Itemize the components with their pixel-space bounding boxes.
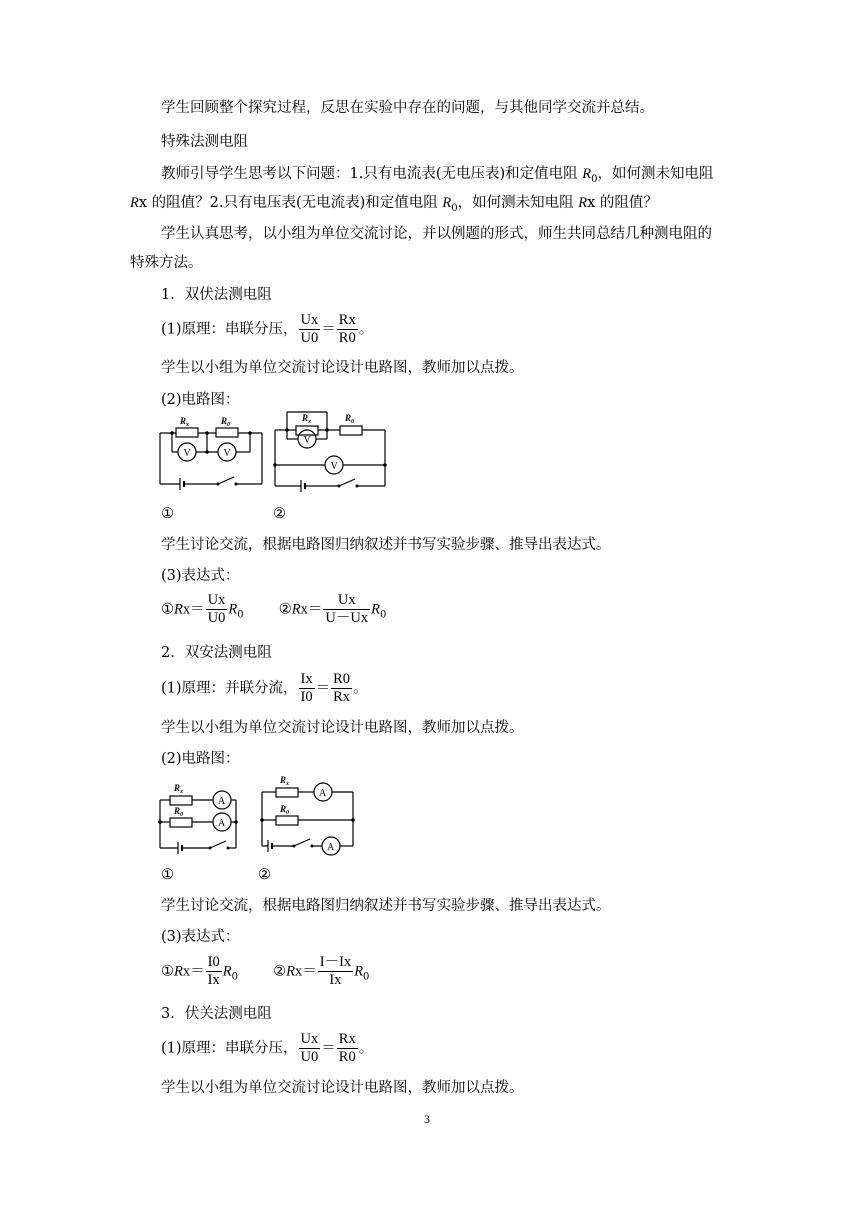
circuit-diagram-double-voltmeter-2 — [273, 408, 391, 494]
section2-principle: (1)原理：并联分流， $\frac{Ix}{I0}$ ＝ $\frac{R0}{Rx}$ 。 — [161, 671, 368, 705]
svg-text:Rx: $R_x$ — [302, 413, 312, 425]
page-number: 3 — [424, 1112, 430, 1126]
fraction-ux-u0: $\frac{Ux}{U0}$ — [300, 312, 319, 346]
section2-steps: 学生讨论交流，根据电路图归纳叙述并书写实验步骤、推导出表达式。 — [161, 898, 611, 914]
voltmeter-symbol: V — [223, 448, 231, 459]
section2-expression-label: (3)表达式： — [161, 929, 240, 945]
voltmeter-symbol: V — [330, 461, 338, 472]
voltmeter-symbol: V — [183, 448, 191, 459]
section2-expressions: ①Rx＝ $\frac{I0}{Ix}$ $R_0$ ②Rx＝ $\frac{I-Ix}{Ix}$ $R_0$ — [161, 954, 370, 988]
discussion-paragraph-line1: 学生认真思考，以小组为单位交流讨论，并以例题的形式，师生共同总结几种测电阻的 — [161, 226, 712, 242]
section1-principle: (1)原理：串联分压， $\frac{Ux}{U0}$ ＝ $\frac{Rx}{R0}$ 。 — [161, 312, 374, 346]
section2-figure-label-1: ① — [161, 867, 174, 883]
question-paragraph-line2: Rx 的阻值？2.只有电压表(无电流表)和定值电阻 $R_0$，如何测未知电阻 Rx 的阻值？ — [130, 195, 658, 214]
section-heading-special-methods: 特殊法测电阻 — [161, 134, 248, 150]
section1-discuss: 学生以小组为单位交流讨论设计电路图，教师加以点拨。 — [161, 360, 524, 376]
fraction-rx-r0: $\frac{Rx}{R0}$ — [338, 312, 356, 346]
svg-text:R0: $R_0$ — [221, 416, 231, 428]
svg-text:R0: $R_0$ — [280, 804, 290, 816]
section3-title: 3．伏关法测电阻 — [161, 1006, 272, 1022]
ammeter-symbol: A — [327, 842, 335, 853]
discussion-paragraph-line2: 特殊方法。 — [130, 255, 203, 271]
section1-expressions: ①Rx＝ $\frac{Ux}{U0}$ $R_0$ ②Rx＝ $\frac{Ux}{U-Ux}$ $R_0$ — [161, 592, 387, 626]
intro-paragraph: 学生回顾整个探究过程，反思在实验中存在的问题，与其他同学交流并总结。 — [161, 100, 654, 116]
svg-text:R0: $R_0$ — [345, 413, 355, 425]
section1-figure-label-2: ② — [273, 506, 286, 522]
ammeter-symbol: A — [319, 788, 327, 799]
section2-title: 2．双安法测电阻 — [161, 645, 272, 661]
circuit-diagram-double-ammeter-2 — [258, 772, 358, 860]
section1-expression-label: (3)表达式： — [161, 568, 240, 584]
question-paragraph-line1: 教师引导学生思考以下问题：1.只有电流表(无电压表)和定值电阻 $R_0$，如何测未知电阻 — [161, 166, 714, 185]
voltmeter-symbol: V — [303, 435, 311, 446]
section1-diagram-label: (2)电路图： — [161, 392, 240, 408]
circuit-diagram-double-voltmeter-1 — [158, 414, 266, 494]
section3-principle: (1)原理：串联分压， $\frac{Ux}{U0}$ ＝ $\frac{Rx}{R0}$ 。 — [161, 1031, 374, 1065]
section2-discuss: 学生以小组为单位交流讨论设计电路图，教师加以点拨。 — [161, 720, 524, 736]
section2-figure-label-2: ② — [258, 867, 271, 883]
section1-figure-label-1: ① — [161, 506, 174, 522]
ammeter-symbol: A — [218, 796, 226, 807]
section3-discuss: 学生以小组为单位交流讨论设计电路图，教师加以点拨。 — [161, 1080, 524, 1096]
circuit-diagram-double-ammeter-1 — [158, 776, 240, 856]
svg-text:R0: $R_0$ — [174, 806, 184, 818]
svg-text:Rx: $R_x$ — [180, 416, 190, 428]
section2-diagram-label: (2)电路图： — [161, 751, 240, 767]
svg-text:Rx: $R_x$ — [174, 783, 184, 795]
ammeter-symbol: A — [218, 818, 226, 829]
section1-title: 1．双伏法测电阻 — [161, 287, 272, 303]
section1-steps: 学生讨论交流，根据电路图归纳叙述并书写实验步骤、推导出表达式。 — [161, 537, 611, 553]
svg-text:Rx: $R_x$ — [280, 775, 290, 787]
